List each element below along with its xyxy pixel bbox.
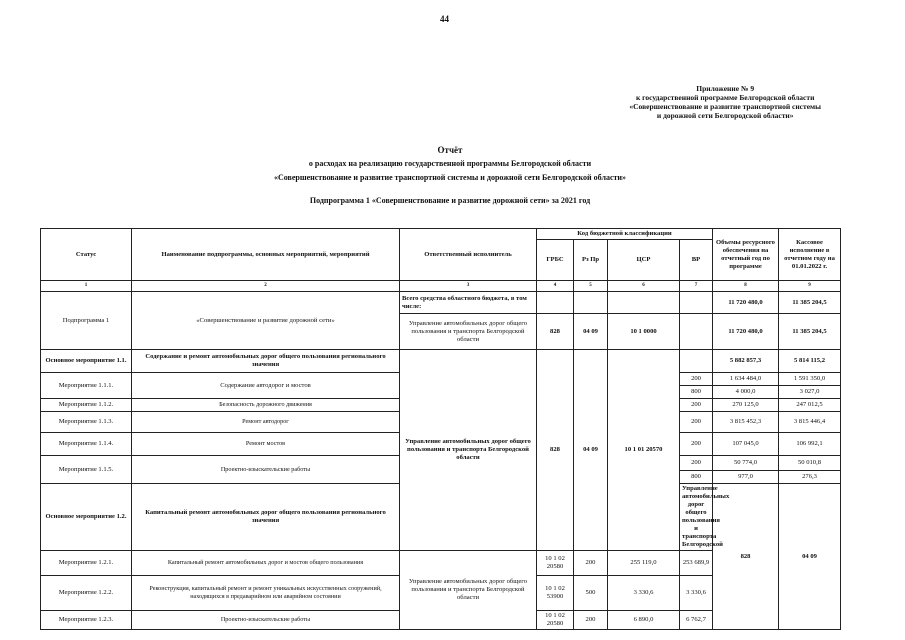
cell-actual: 106 992,1 [779, 433, 841, 456]
cell-planned: 3 815 452,3 [713, 412, 779, 433]
cell-csr: 10 1 0000 [608, 314, 680, 350]
row-executor: Управление автомобильных дорог общего пользования и транспорта Белгородской области [400, 314, 537, 350]
row-name: Содержание и ремонт автомобильных дорог общего пользования регионального значения [132, 350, 400, 373]
cell-actual: 3 330,6 [680, 576, 713, 611]
row-status: Мероприятие 1.1.2. [41, 399, 132, 412]
cell-actual: 276,3 [779, 471, 841, 484]
header-row [41, 229, 841, 240]
header-rzpr: Рз Пр [574, 240, 608, 281]
title-line: о расходах на реализацию государственной программы Белгородской области [308, 159, 592, 168]
cell-planned: 4 000,0 [713, 386, 779, 399]
column-number: 1 [41, 281, 132, 292]
cell-planned: 255 119,0 [608, 551, 680, 576]
row-name: Ремонт мостов [132, 433, 400, 456]
appendix-line: и дорожной сети Белгородской области» [656, 111, 794, 120]
title-line: Отчёт [437, 145, 463, 155]
cell-planned: 270 125,0 [713, 399, 779, 412]
cell-grbs: 828 [537, 314, 574, 350]
header-executor: Ответственный исполнитель [400, 229, 537, 281]
cell-actual: 11 385 204,5 [779, 314, 841, 350]
expense-report-table [40, 228, 841, 630]
column-number: 3 [400, 281, 537, 292]
cell-vr: 800 [680, 386, 713, 399]
cell-csr: 10 1 02 20580 [537, 611, 574, 630]
cell-vr: 200 [574, 611, 608, 630]
column-number: 2 [132, 281, 400, 292]
cell-actual: 253 689,9 [680, 551, 713, 576]
cell-planned: 3 330,6 [608, 576, 680, 611]
cell-actual: 11 385 204,5 [779, 292, 841, 314]
cell-csr: 10 1 01 20570 [608, 350, 680, 551]
cell-planned: 50 774,0 [713, 456, 779, 471]
row-name: «Совершенствование и развитие дорожной сети» [132, 292, 400, 350]
row-name: Содержание автодорог и мостов [132, 373, 400, 399]
column-number-row [41, 281, 841, 292]
column-number: 4 [537, 281, 574, 292]
cell-vr: 200 [680, 373, 713, 386]
header-actual: Кассовое исполнение в отчетном году на 01.01.2022 г. [779, 229, 841, 281]
cell-rzpr [574, 292, 608, 314]
row-executor: Управление автомобильных дорог общего пользования и транспорта Белгородской области [400, 350, 537, 551]
page-number: 44 [440, 14, 449, 24]
row-executor: Всего средства областного бюджета, в том числе: [400, 292, 537, 314]
cell-vr: 800 [680, 471, 713, 484]
cell-rzpr: 04 09 [779, 484, 841, 630]
row-status: Основное мероприятие 1.1. [41, 350, 132, 373]
cell-vr: 200 [574, 551, 608, 576]
cell-vr [680, 350, 713, 373]
row-status: Мероприятие 1.2.3. [41, 611, 132, 630]
cell-vr: 200 [680, 399, 713, 412]
cell-planned: 1 634 484,0 [713, 373, 779, 386]
header-name: Наименование подпрограммы, основных мероприятий, мероприятий [132, 229, 400, 281]
row-status: Подпрограмма 1 [41, 292, 132, 350]
header-status: Статус [41, 229, 132, 281]
row-status: Мероприятие 1.2.2. [41, 576, 132, 611]
row-name: Проектно-изыскательские работы [132, 611, 400, 630]
cell-actual: 6 762,7 [680, 611, 713, 630]
cell-vr [680, 314, 713, 350]
cell-csr [608, 292, 680, 314]
table-row [41, 292, 841, 314]
appendix-line: «Совершенствование и развитие транспортной системы [629, 102, 821, 111]
column-number: 7 [680, 281, 713, 292]
cell-actual: 247 012,5 [779, 399, 841, 412]
column-number: 6 [608, 281, 680, 292]
row-status: Мероприятие 1.1.1. [41, 373, 132, 399]
header-budget-code: Код бюджетной классификации [537, 229, 713, 240]
cell-grbs [537, 292, 574, 314]
cell-grbs: 828 [713, 484, 779, 630]
header-csr: ЦСР [608, 240, 680, 281]
column-number: 5 [574, 281, 608, 292]
cell-actual: 3 815 446,4 [779, 412, 841, 433]
cell-rzpr: 04 09 [574, 314, 608, 350]
appendix-line: к государственной программе Белгородской области [635, 93, 815, 102]
column-number: 9 [779, 281, 841, 292]
row-executor: Управление автомобильных дорог общего пользования и транспорта Белгородской области [400, 551, 537, 630]
row-status: Мероприятие 1.1.4. [41, 433, 132, 456]
cell-planned: 5 882 857,3 [713, 350, 779, 373]
cell-vr: 200 [680, 433, 713, 456]
report-title [150, 143, 750, 208]
cell-planned: 977,0 [713, 471, 779, 484]
header-planned: Объемы ресурсного обеспечения на отчетный год по программе [713, 229, 779, 281]
cell-actual: 3 027,0 [779, 386, 841, 399]
cell-rzpr: 04 09 [574, 350, 608, 551]
row-status: Основное мероприятие 1.2. [41, 484, 132, 551]
cell-csr: 10 1 02 20580 [537, 551, 574, 576]
row-status: Мероприятие 1.2.1. [41, 551, 132, 576]
row-status: Мероприятие 1.1.5. [41, 456, 132, 484]
appendix-line: Приложение № 9 [696, 84, 755, 93]
header-vr: ВР [680, 240, 713, 281]
cell-planned: 11 720 480,0 [713, 314, 779, 350]
cell-planned: 11 720 480,0 [713, 292, 779, 314]
title-line: «Совершенствование и развитие транспортной системы и дорожной сети Белгородской области» [273, 173, 627, 182]
row-name: Ремонт автодорог [132, 412, 400, 433]
appendix-note [629, 84, 821, 120]
row-name: Безопасность дорожного движения [132, 399, 400, 412]
cell-planned: 6 890,0 [608, 611, 680, 630]
row-name: Капитальный ремонт автомобильных дорог общего пользования регионального значения [132, 484, 400, 551]
cell-csr: 10 1 02 53900 [537, 576, 574, 611]
column-number: 8 [713, 281, 779, 292]
cell-grbs: 828 [537, 350, 574, 551]
row-name: Реконструкция, капитальный ремонт и ремонт уникальных искусственных сооружений, находящихся в предаварийном или аварийном состоянии [132, 576, 400, 611]
cell-actual: 1 591 350,0 [779, 373, 841, 386]
header-grbs: ГРБС [537, 240, 574, 281]
cell-vr: 200 [680, 412, 713, 433]
subprogram-title: Подпрограмма 1 «Совершенствование и развитие дорожной сети» за 2021 год [309, 196, 591, 205]
cell-actual: 5 814 115,2 [779, 350, 841, 373]
cell-vr [680, 292, 713, 314]
row-executor: Управление автомобильных дорог общего пользования и транспорта Белгородской [680, 484, 713, 551]
cell-vr: 200 [680, 456, 713, 471]
cell-actual: 50 010,8 [779, 456, 841, 471]
row-name: Капитальный ремонт автомобильных дорог и мостов общего пользования [132, 551, 400, 576]
row-status: Мероприятие 1.1.3. [41, 412, 132, 433]
row-name: Проектно-изыскательские работы [132, 456, 400, 484]
cell-vr: 500 [574, 576, 608, 611]
cell-planned: 107 045,0 [713, 433, 779, 456]
